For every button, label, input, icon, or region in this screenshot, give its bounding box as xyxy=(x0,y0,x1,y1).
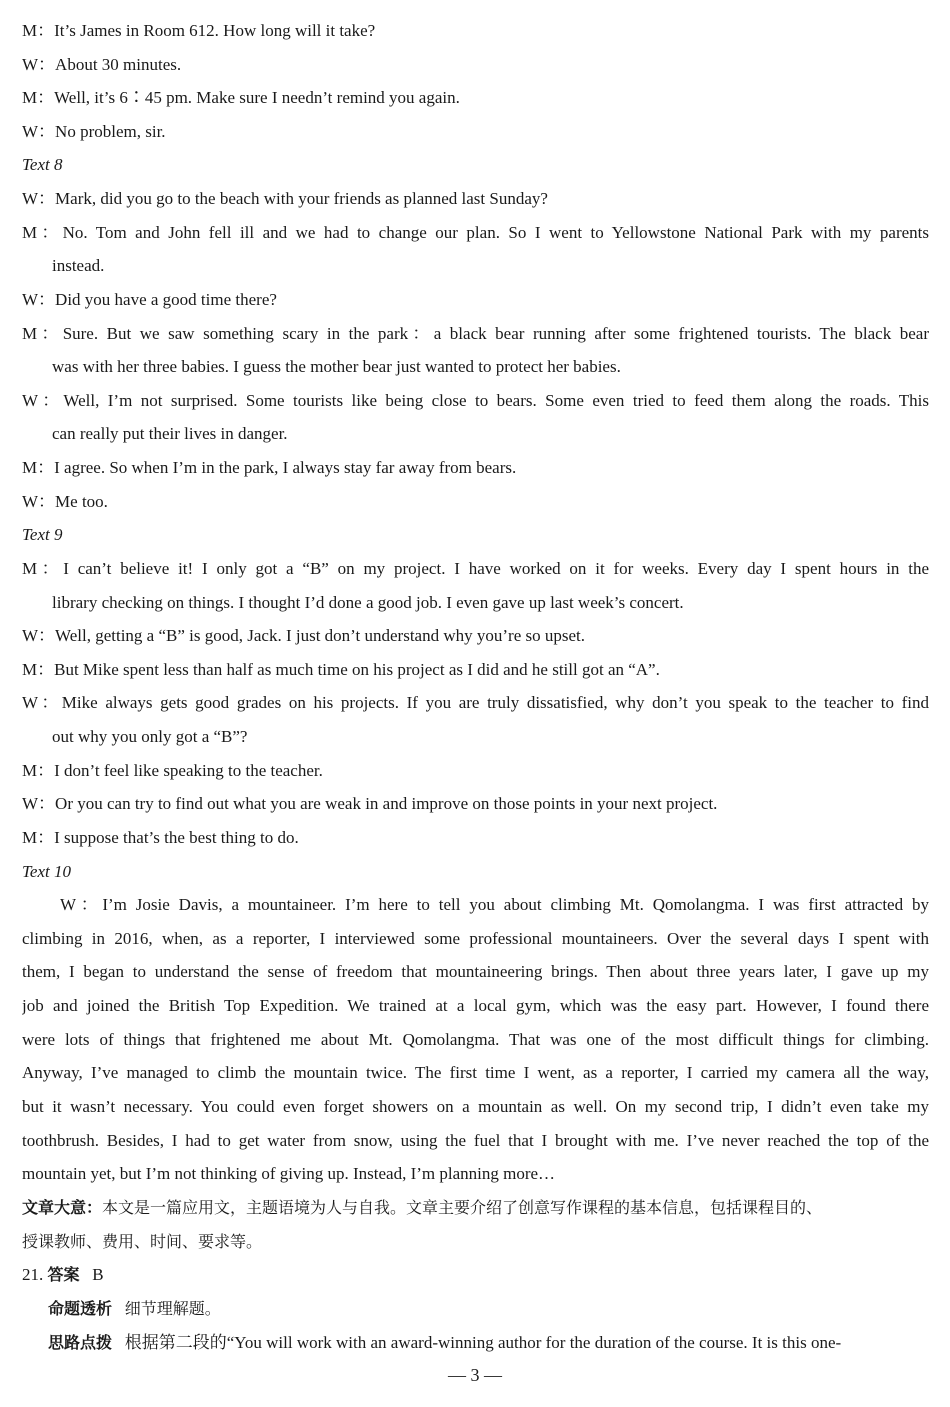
dialogue-continuation: out why you only got a “B”? xyxy=(52,727,248,746)
page-number: — 3 — xyxy=(448,1365,502,1385)
monologue-line: them, I began to understand the sense of freedom that mountaineering brings. Then about three years later, I gave up my xyxy=(22,962,929,981)
dialogue-line: M：But Mike spent less than half as much time on his project as I did and he still got an “A”. xyxy=(22,660,660,679)
dialogue-continuation: library checking on things. I thought I’d done a good job. I even gave up last week’s concert. xyxy=(52,593,684,612)
monologue-line: climbing in 2016, when, as a reporter, I interviewed some professional mountaineers. Over the several days I spent with xyxy=(22,929,929,948)
monologue-line: Anyway, I’ve managed to climb the mountain twice. The first time I went, as a reporter, I carried my camera all the way, xyxy=(22,1063,929,1082)
hint-label: 思路点拨 xyxy=(48,1333,113,1352)
dialogue-line: W：Or you can try to find out what you are weak in and improve on those points in your next project. xyxy=(22,794,718,813)
dialogue-line: W：Did you have a good time there? xyxy=(22,290,277,309)
monologue-line: were lots of things that frightened me about Mt. Qomolangma. That was one of the most difficult things for climbing. xyxy=(22,1030,929,1049)
analysis-text: 细节理解题。 xyxy=(124,1299,221,1318)
hint-line xyxy=(48,1326,929,1360)
dialogue-line: W：Mark, did you go to the beach with your friends as planned last Sunday? xyxy=(22,189,548,208)
analysis-label: 命题透析 xyxy=(48,1299,113,1318)
answer-value: B xyxy=(92,1265,104,1284)
dialogue-continuation: can really put their lives in danger. xyxy=(52,424,288,443)
summary-line xyxy=(22,1191,929,1225)
dialogue-line: M：Sure. But we saw something scary in the park：a black bear running after some frightened tourists. The black bear xyxy=(22,324,929,343)
dialogue-line: W：About 30 minutes. xyxy=(22,55,182,74)
summary-text: 本文是一篇应用文，主题语境为人与自我。文章主要介绍了创意写作课程的基本信息，包括课程目的、 xyxy=(102,1198,823,1217)
dialogue-line: M：No. Tom and John fell ill and we had to change our plan. So I went to Yellowstone National Park with my parents xyxy=(22,223,929,242)
dialogue-line: W：Well, I’m not surprised. Some tourists like being close to bears. Some even tried to feed them along the roads. This xyxy=(22,391,929,410)
dialogue-line: M：I can’t believe it! I only got a “B” on my project. I have worked on it for weeks. Every day I spent hours in the xyxy=(22,559,929,578)
section-heading-text-10: Text 10 xyxy=(22,862,71,881)
analysis-line xyxy=(48,1292,925,1326)
dialogue-continuation: was with her three babies. I guess the mother bear just wanted to protect her babies. xyxy=(52,357,621,376)
dialogue-continuation: instead. xyxy=(52,256,105,275)
monologue-line: but it wasn’t necessary. You could even forget showers on a mountain as well. On my second trip, I didn’t even take my xyxy=(22,1097,929,1116)
section-heading-text-8: Text 8 xyxy=(22,155,63,174)
monologue-line: toothbrush. Besides, I had to get water from snow, using the fuel that I brought with me. I’ve never reached the top of the xyxy=(22,1131,929,1150)
dialogue-line: M：I don’t feel like speaking to the teacher. xyxy=(22,761,323,780)
monologue-line: W：I’m Josie Davis, a mountaineer. I’m here to tell you about climbing Mt. Qomolangma. I was first attracted by xyxy=(60,895,929,914)
dialogue-line: M：I agree. So when I’m in the park, I always stay far away from bears. xyxy=(22,458,517,477)
hint-text: 根据第二段的“You will work with an award-winning author for the duration of the course. It is this one- xyxy=(124,1333,842,1352)
section-heading-text-9: Text 9 xyxy=(22,525,63,544)
dialogue-line: W：Mike always gets good grades on his projects. If you are truly dissatisfied, why don’t you speak to the teacher to find xyxy=(22,693,929,712)
dialogue-line: M：Well, it’s 6∶45 pm. Make sure I needn’t remind you again. xyxy=(22,88,460,107)
answer-line xyxy=(22,1258,929,1292)
summary-line xyxy=(22,1225,929,1259)
monologue-line: job and joined the British Top Expedition. We trained at a local gym, which was the easy part. However, I found there xyxy=(22,996,929,1015)
question-number: 21. xyxy=(22,1265,48,1284)
dialogue-line: W：Well, getting a “B” is good, Jack. I just don’t understand why you’re so upset. xyxy=(22,626,585,645)
dialogue-line: M：It’s James in Room 612. How long will it take? xyxy=(22,21,376,40)
summary-label: 文章大意： xyxy=(22,1198,103,1217)
summary-text: 授课教师、费用、时间、要求等。 xyxy=(22,1232,263,1251)
answer-label: 答案 xyxy=(47,1265,80,1284)
monologue-line: mountain yet, but I’m not thinking of giving up. Instead, I’m planning more… xyxy=(22,1164,556,1183)
dialogue-line: W：No problem, sir. xyxy=(22,122,166,141)
dialogue-line: W：Me too. xyxy=(22,492,108,511)
dialogue-line: M：I suppose that’s the best thing to do. xyxy=(22,828,299,847)
